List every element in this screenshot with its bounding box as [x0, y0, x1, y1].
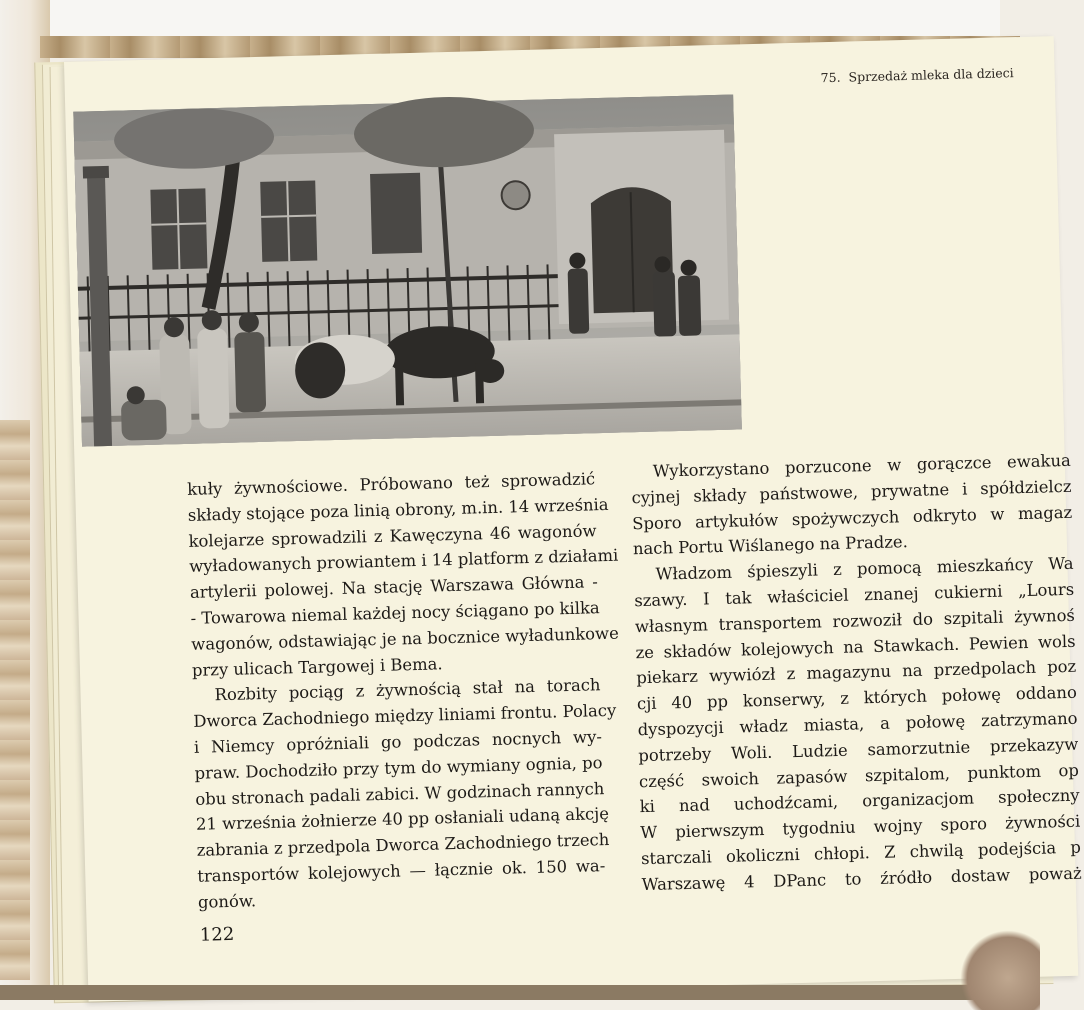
text-line: Wykorzystano porzucone w gorączce ewakua	[652, 450, 1072, 481]
book-cover-edge-left	[0, 420, 30, 980]
text-line: Rozbity pociąg z żywnością stał na torach	[214, 675, 601, 705]
table-background	[0, 0, 1000, 40]
page-number: 122	[199, 923, 235, 946]
text-line: kolejarze sprowadzili z Kawęczyna 46 wagonów	[188, 520, 597, 551]
text-line: i Niemcy opróżniali go podczas nocnych wy-	[193, 727, 603, 757]
text-line: wyładowanych prowiantem i 14 platform z działami	[189, 546, 619, 577]
text-column-left	[186, 466, 620, 915]
photo-image	[73, 94, 742, 446]
hand-shadow	[960, 930, 1040, 1010]
text-line: ki nad uchodźcami, organizacjom społeczny	[639, 786, 1080, 817]
text-line: W pierwszym tygodniu wojny sporo żywności	[640, 811, 1081, 843]
text-line: przy ulicach Targowej i Bema.	[191, 653, 443, 680]
text-line: wagonów, odstawiając je na bocznice wyładunkowe	[191, 623, 620, 654]
text-line: dyspozycji władz miasta, a połowę zatrzymano	[637, 708, 1078, 740]
text-line: piekarz wywiózł z magazynu na przedpolach poz	[636, 657, 1077, 688]
text-line: artylerii polowej. Na stację Warszawa Główna -	[189, 572, 599, 603]
caption-text: Sprzedaż mleka dla dzieci	[848, 65, 1014, 85]
text-line: transportów kolejowych — łącznie ok. 150 wa-	[197, 856, 606, 886]
text-line: kuły żywnościowe. Próbowano też sprowadzić	[186, 469, 596, 499]
text-line: 21 września żołnierze 40 pp osłaniali udaną akcję	[195, 804, 610, 835]
text-line: praw. Dochodziło przy tym do wymiany ognia, po	[194, 752, 603, 783]
text-line: ze składów kolejowych na Stawkach. Pewien wols	[635, 631, 1076, 662]
text-line: - Towarowa niemal każdej nocy ściągano po kilka	[190, 598, 600, 628]
text-line: cyjnej składy państwowe, prywatne i spółdzielcz	[631, 476, 1072, 508]
text-line: Warszawę 4 DPanc to źródło dostaw poważ	[641, 863, 1082, 894]
text-column-right	[631, 448, 1082, 898]
text-line: własnym transportem rozwoził do szpitali żywnoś	[634, 605, 1076, 637]
text-line: obu stronach padali zabici. W godzinach rannych	[195, 778, 605, 809]
text-line: potrzeby Woli. Ludzie samorzutnie przekazyw	[638, 734, 1079, 765]
photo-caption	[820, 64, 1060, 85]
text-line: szawy. I tak właściciel znanej cukierni „Lours	[634, 579, 1075, 611]
text-line: Sporo artykułów spożywczych odkryto w magaz	[632, 502, 1073, 533]
caption-number: 75.	[820, 69, 841, 86]
text-line: gonów.	[197, 891, 257, 912]
book-page	[64, 36, 1082, 1002]
text-line: starczali okoliczni chłopi. Z chwilą podejścia p	[640, 837, 1082, 869]
text-line: zabrania z przedpola Dworca Zachodniego trzech	[196, 830, 610, 860]
text-line: składy stojące poza linią obrony, m.in. 14 września	[187, 494, 609, 525]
text-line: część swoich zapasów szpitalom, punktom op	[638, 760, 1080, 791]
text-line: Władzom śpieszyli z pomocą mieszkańcy Wa	[655, 553, 1074, 584]
historical-photo	[73, 94, 742, 446]
table-surface	[0, 985, 1000, 1000]
text-line: cji 40 pp konserwy, z których połowę oddano	[636, 682, 1078, 714]
text-line: nach Portu Wiślanego na Pradze.	[632, 532, 909, 559]
text-line: Dworca Zachodniego między liniami frontu. Polacy	[193, 700, 617, 732]
